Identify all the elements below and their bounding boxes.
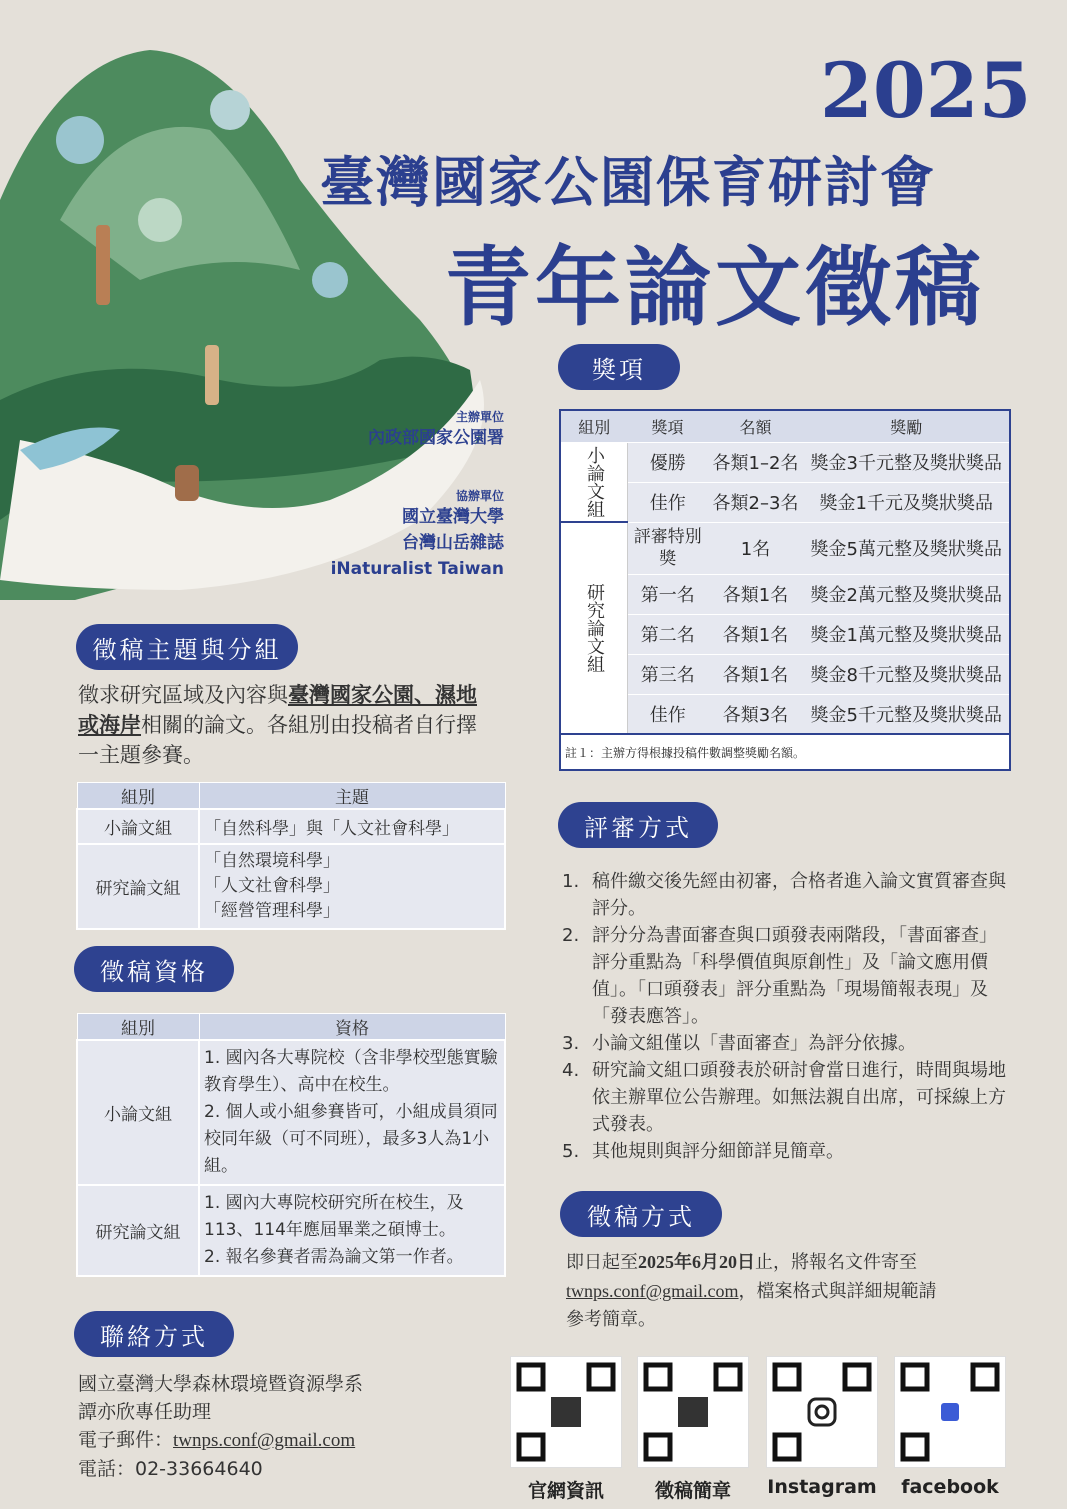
awards-note: 註１：主辦方得根據投稿件數調整獎勵名額。: [560, 734, 1010, 770]
intro-text: 相關的論文。各組別由投稿者自行擇: [141, 713, 477, 737]
qual-cell: [199, 1185, 505, 1276]
qual-cell: [199, 1040, 505, 1185]
topic-cell: [199, 844, 505, 929]
intro-text: 徵求研究區域及內容與: [78, 683, 288, 707]
award-quota: 各類1名: [708, 614, 804, 654]
intro-emphasis: 或海岸: [78, 713, 141, 737]
award-name: 第二名: [628, 614, 708, 654]
award-name: 第三名: [628, 654, 708, 694]
theme-intro: [78, 680, 508, 770]
call-for-papers-title: 青年論文徵稿: [445, 237, 985, 338]
award-prize: 獎金3千元整及獎狀獎品: [804, 442, 1011, 482]
award-prize: 獎金1千元及獎狀獎品: [804, 482, 1011, 522]
theme-table: [76, 782, 506, 930]
award-prize: 獎金2萬元整及獎狀獎品: [804, 574, 1011, 614]
contact-phone: 電話：02-33664640: [78, 1458, 263, 1480]
award-quota: 各類1名: [708, 574, 804, 614]
contact-email-link[interactable]: twnps.conf@gmail.com: [173, 1430, 356, 1451]
co-organizer: iNaturalist Taiwan: [330, 559, 504, 579]
award-name: 第一名: [628, 574, 708, 614]
group-cell: 研究論文組: [77, 1185, 199, 1276]
contact-email-row: [78, 1426, 363, 1455]
award-name: 佳作: [628, 694, 708, 734]
award-quota: 各類1名: [708, 654, 804, 694]
qual-item: 2. 個人或小組參賽皆可，小組成員須同校同年級（可不同班），最多3人為1小組。: [204, 1102, 498, 1176]
award-quota: 各類1–2名: [708, 442, 804, 482]
topic: 「人文社會科學」: [204, 876, 340, 896]
co-organizers: [331, 487, 504, 582]
review-item: 4. 研究論文組口頭發表於研討會當日進行，時間與場地依主辦單位公告辦理。如無法親自出席，可採線上方式發表。: [562, 1057, 1012, 1138]
awards-heading: 獎項: [558, 344, 680, 390]
award-prize: 獎金1萬元整及獎狀獎品: [804, 614, 1011, 654]
submit-text: 止，將報名文件寄至: [755, 1252, 917, 1273]
host-name: 內政部國家公園署: [368, 428, 504, 448]
submit-text: 參考簡章。: [566, 1309, 656, 1330]
review-item: 3. 小論文組僅以「書面審查」為評分依據。: [562, 1030, 1012, 1057]
topic: 「自然環境科學」: [204, 851, 340, 871]
col-header: 組別: [77, 1014, 199, 1041]
award-quota: 各類2–3名: [708, 482, 804, 522]
review-item: 2. 評分分為書面審查與口頭發表兩階段，「書面審查」評分重點為「科學價值與原創性」及「論文應用價值」。「口頭發表」評分重點為「現場簡報表現」及「發表應答」。: [562, 922, 1012, 1030]
review-text: 評分分為書面審查與口頭發表兩階段，「書面審查」評分重點為「科學價值與原創性」及「論文應用價值」。「口頭發表」評分重點為「現場簡報表現」及「發表應答」。: [592, 925, 997, 1027]
submit-email-link[interactable]: twnps.conf@gmail.com: [566, 1281, 739, 1301]
qr-label: Instagram: [767, 1476, 877, 1498]
submit-heading: 徵稿方式: [560, 1191, 722, 1237]
review-text: 稿件繳交後先經由初審，合格者進入論文實質審查與評分。: [592, 871, 1006, 919]
qual-table: [76, 1013, 506, 1277]
deadline: 2025年6月20日: [638, 1252, 755, 1272]
submit-text: ，檔案格式與詳細規範請: [738, 1281, 937, 1302]
review-text: 其他規則與評分細節詳見簡章。: [592, 1141, 844, 1162]
qr-facebook-icon[interactable]: [894, 1356, 1006, 1468]
col-header: 資格: [199, 1014, 505, 1041]
contact-heading: 聯絡方式: [74, 1311, 234, 1357]
group-cell: 小論文組: [560, 442, 628, 522]
review-text: 研究論文組口頭發表於研討會當日進行，時間與場地依主辦單位公告辦理。如無法親自出席，可採線上方式發表。: [592, 1060, 1006, 1135]
topic: 「經營管理科學」: [204, 901, 340, 921]
qual-heading: 徵稿資格: [74, 946, 234, 992]
awards-table: [559, 409, 1011, 771]
group-cell: 研究論文組: [560, 522, 628, 734]
qr-label: 官網資訊: [527, 1480, 604, 1502]
award-prize: 獎金8千元整及獎狀獎品: [804, 654, 1011, 694]
theme-heading: 徵稿主題與分組: [76, 624, 298, 670]
col-header: 組別: [560, 410, 628, 442]
review-list: [562, 868, 1012, 1165]
award-quota: 各類3名: [708, 694, 804, 734]
qr-instagram-icon[interactable]: [766, 1356, 878, 1468]
event-title: 臺灣國家公園保育研討會: [320, 150, 936, 214]
email-label: 電子郵件：: [78, 1429, 174, 1451]
qr-guidelines-icon[interactable]: [637, 1356, 749, 1468]
award-quota: 1名: [708, 522, 804, 574]
host-organizer: [368, 408, 504, 451]
event-year: 2025: [820, 46, 1032, 135]
award-prize: 獎金5千元整及獎狀獎品: [804, 694, 1011, 734]
co-organizer: 台灣山岳雜誌: [402, 533, 504, 553]
col-header: 名額: [708, 410, 804, 442]
co-label: 協辦單位: [455, 489, 504, 503]
intro-text: 一主題參賽。: [78, 743, 204, 767]
qr-website-icon[interactable]: [510, 1356, 622, 1468]
award-name: 評審特別獎: [628, 522, 708, 574]
contact-person: 譚亦欣專任助理: [78, 1401, 212, 1423]
qual-item: 1. 國內各大專院校（含非學校型態實驗教育學生）、高中在校生。: [204, 1048, 498, 1095]
host-label: 主辦單位: [455, 410, 504, 424]
co-organizer: 國立臺灣大學: [402, 507, 504, 527]
topic-cell: 「自然科學」與「人文社會科學」: [199, 809, 505, 844]
review-heading: 評審方式: [558, 802, 718, 848]
award-prize: 獎金5萬元整及獎狀獎品: [804, 522, 1011, 574]
contact-dept: 國立臺灣大學森林環境暨資源學系: [78, 1373, 364, 1395]
col-header: 主題: [199, 783, 505, 810]
qual-item: 2. 報名參賽者需為論文第一作者。: [204, 1247, 464, 1267]
qr-label: facebook: [901, 1476, 999, 1498]
group-cell: 小論文組: [77, 809, 199, 844]
qual-item: 1. 國內大專院校研究所在校生，及113、114年應屆畢業之碩博士。: [204, 1193, 464, 1240]
review-item: 1. 稿件繳交後先經由初審，合格者進入論文實質審查與評分。: [562, 868, 1012, 922]
qr-label: 徵稿簡章: [654, 1480, 731, 1502]
col-header: 組別: [77, 783, 199, 810]
contact-info: [78, 1370, 363, 1483]
review-item: 5. 其他規則與評分細節詳見簡章。: [562, 1138, 1012, 1165]
col-header: 獎勵: [804, 410, 1011, 442]
group-cell: 研究論文組: [77, 844, 199, 929]
review-text: 小論文組僅以「書面審查」為評分依據。: [592, 1033, 916, 1054]
submit-info: [566, 1248, 1006, 1334]
col-header: 獎項: [628, 410, 708, 442]
award-name: 優勝: [628, 442, 708, 482]
submit-text: 即日起至: [566, 1252, 638, 1273]
intro-emphasis: 臺灣國家公園、濕地: [288, 683, 477, 707]
award-name: 佳作: [628, 482, 708, 522]
group-cell: 小論文組: [77, 1040, 199, 1185]
